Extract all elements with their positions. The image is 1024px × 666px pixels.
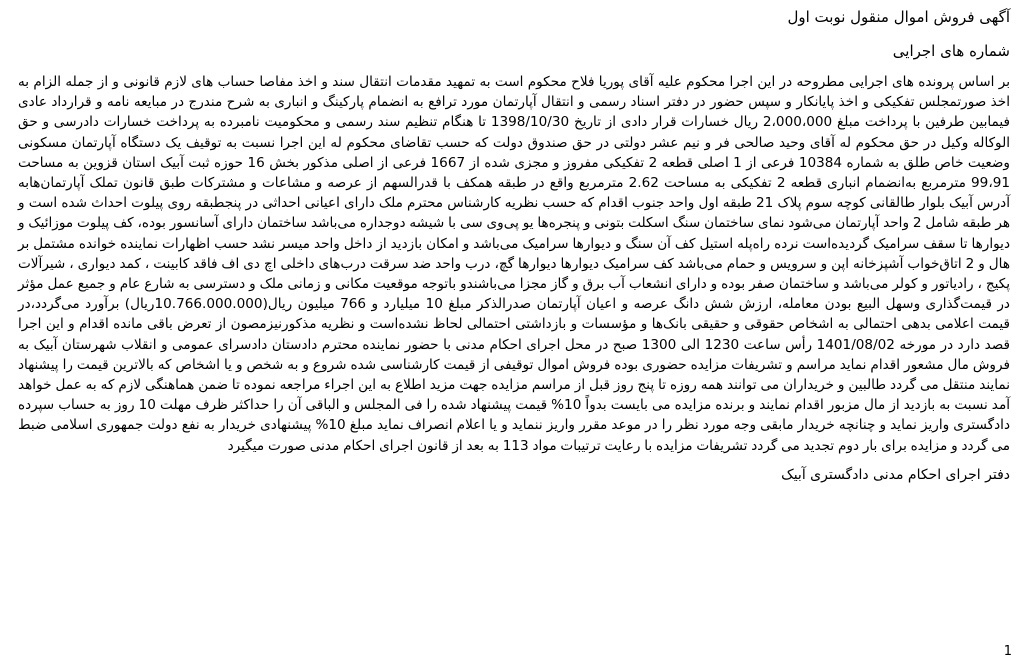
issuing-office-signature: دفتر اجرای احکام مدنی دادگستری آبیک bbox=[781, 466, 1010, 483]
notice-body-paragraph: بر اساس پرونده های اجرایی مطروحه در این اجرا محکوم علیه آقای پوریا فلاح محکوم است به تمهید مقدمات انتقال سند و اخذ مفاصا حساب های لازم قانونی و از جمله الزام به اخذ صورتمجلس تفکیکی و اخذ پایانکار و سپس حضور در دفتر اسناد رسمی و انتقال آپارتمان مورد ترافع به انضمام پارکینگ و انباری به شرح مندرج در مبایعه نامه و قرارداد عادی فیمابین طرفین با پرداخت مبلغ 2،000،000 ریال خسارات قرار دادی از تاریخ 1398/10/30 تا هنگام تنظیم سند رسمی و محکومیت نامبرده به پرداخت خسارات دادرسی و حق الوکاله وکیل در حق محکوم له آقای وحید صالحی فر و نیم عشر دولتی در حق صندوق دولت که حسب تقاضای محکوم له این اجرا نسبت به توقیف یک دستگاه آپارتمان مسکونی وضعیت خاص طلق به شماره 10384 فرعی از 1 اصلی قطعه 2 تفکیکی مفروز و مجزی شده از 1667 فرعی از اصلی مذکور بخش 16 حوزه ثبت آبیک استان قزوین به مساحت 99،91 مترمربع به‌انضمام انباری قطعه 2 تفکیکی به مساحت 2.62 مترمربع واقع در طبقه همکف با قدرالسهم از عرصه و مشاعات و مشترکات طبق قانون تملک آپارتمان‌هابه آدرس آبیک بلوار طالقانی کوچه سوم پلاک 21 طبقه اول واحد جنوب اقدام که حسب نظریه کارشناس محترم ملک دارای اعیانی احداثی در پنجطبقه روی پیلوت احداث شده است و هر طبقه شامل 2 واحد آپارتمان می‌شود نمای ساختمان سنگ اسکلت بتونی و پنجره‌ها یو پی‌وی سی با شیشه دوجداره می‌باشد ساختمان دارای آسانسور بوده، کف پیلوت موزائیک و دیوارها تا سقف سرامیک گردیده‌است نرده راه‌پله استیل کف آن سنگ و دیوارها سرامیک می‌باشد و امکان بازدید از داخل واحد میسر نشد حسب اظهارات نماینده خوانده مشتمل بر هال و 2 اتاق‌خواب آشپزخانه اپن و سرویس و حمام می‌باشد کف سرامیک دیوارها دیوارها گچ، درب واحد ضد سرقت درب‌های داخلی اچ دی اف فاقد کابینت ، کمد دیواری ، شیرآلات پکیج ، رادیاتور و کولر می‌باشد و ساختمان صفر بوده و دارای انشعاب آب برق و گاز مجزا می‌باشندو باتوجه موقعیت مکانی و زمانی ملک و دسترسی به شارع عام و جمیع عمل مؤثر در قیمت‌گذاری وسهل البیع بودن معامله، ارزش شش دانگ عرصه و اعیان آپارتمان صدرالذکر مبلغ 10 میلیارد و 766 میلیون ریال(10.766.000.000ریال) برآورد می‌گردد،در قیمت اعلامی بدهی احتمالی به اشخاص حقوقی و حقیقی بانک‌ها و مؤسسات و بازداشتی احتمالی لحاظ نشده‌است و نظریه مذکورنیزمصون از تعرض باقی مانده اقدام و این اجرا قصد دارد در مورخه 1401/08/02 رأس ساعت 1230 الی 1300 صبح در محل اجرای احکام مدنی با حضور نماینده محترم دادستان دادسرای عمومی و انقلاب شهرستان آبیک به فروش مال مشعور اقدام نماید مراسم و تشریفات مزایده حضوری بوده فروش اموال توقیفی از قیمت کارشناسی شده شروع و به شخص و یا اشخاص که بالاترین قیمت را پیشنهاد نمایند منتقل می گردد طالبین و خریداران می توانند همه روزه تا پنج روز قبل از مراسم مزایده جهت مزید اطلاع به این اجراء مراجعه نموده تا ضمن هماهنگی لازم که به عمل خواهد آمد نسبت به بازدید از مال مزبور اقدام نمایند و برنده مزایده می بایست بدواً 10% قیمت پیشنهاد شده را فی المجلس و الباقی آن را حداکثر ظرف مهلت 10 روز به حساب سپرده دادگستری واریز نماید و چنانچه خریدار مابقی وجه مورد نظر را در موعد مقرر واریز ننماید و یا اعلام انصراف نماید مبلغ 10% پیشنهادی خریدار به نفع دولت جمهوری اسلامی ضبط می گردد و مزایده برای بار دوم تجدید می گردد تشریفات مزایده با رعایت ترتیبات مواد 113 به بعد از قانون اجرای احکام مدنی صورت میگیرد bbox=[18, 74, 1010, 454]
notice-title: آگهی فروش اموال منقول نوبت اول bbox=[787, 8, 1010, 26]
execution-numbers-label: شماره های اجرایی bbox=[892, 42, 1010, 60]
page-number: 1 bbox=[1003, 644, 1012, 659]
